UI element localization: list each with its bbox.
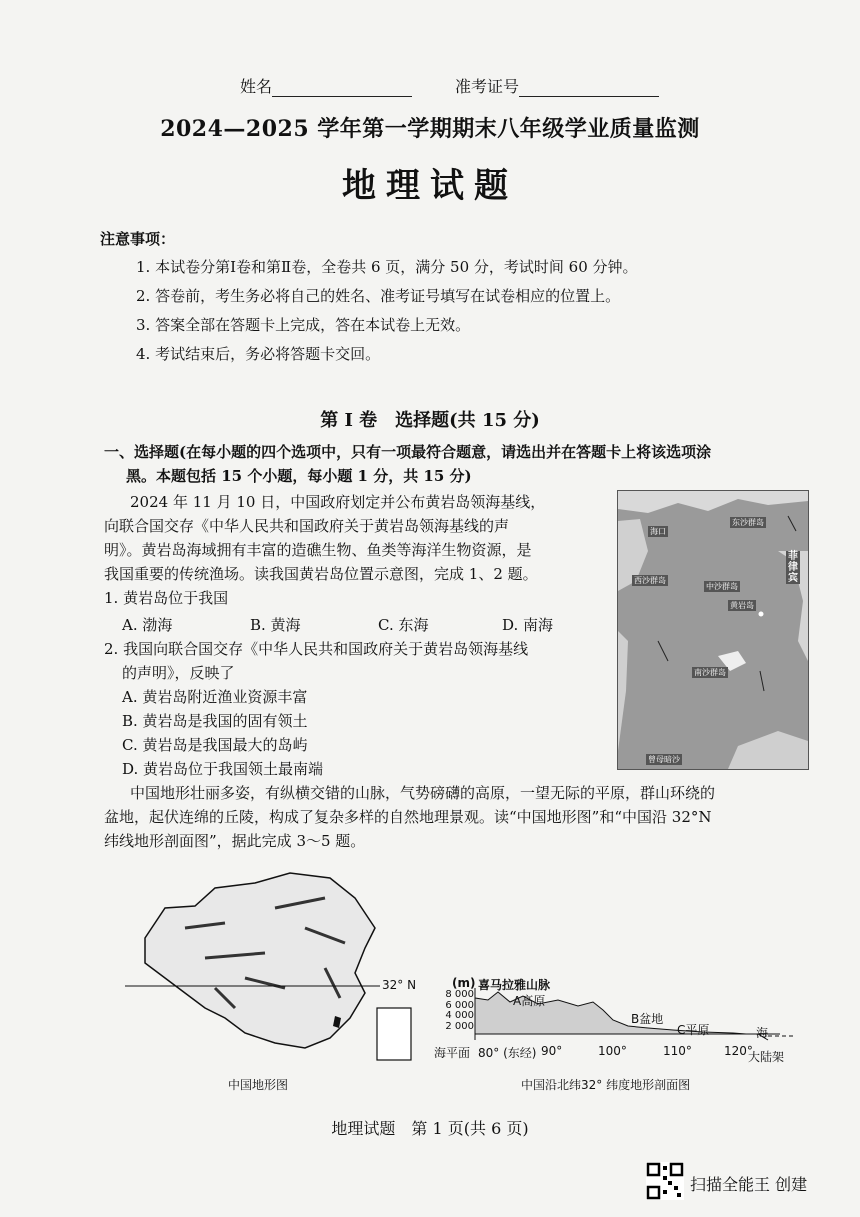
passage-line: 明》。黄岩岛海域拥有丰富的造礁生物、鱼类等海洋生物资源，是	[104, 541, 532, 559]
question-1-stem: 1. 黄岩岛位于我国	[104, 589, 229, 607]
passage-line: 盆地，起伏连绵的丘陵，构成了复杂多样的自然地理景观。读“中国地形图”和“中国沿 32°N	[104, 808, 712, 826]
passage-line: 纬线地形剖面图”，据此完成 3～5 题。	[104, 832, 366, 850]
y-tick-labels	[442, 990, 474, 1032]
scanner-brand: 扫描全能王 创建	[690, 1175, 808, 1194]
passage-line: 中国地形壮丽多姿，有纵横交错的山脉，气势磅礴的高原，一望无际的平原，群山环绕的	[130, 784, 716, 802]
china-outline	[145, 873, 375, 1048]
q2-option-b: B. 黄岩岛是我国的固有领土	[122, 712, 308, 730]
qr-code-icon	[646, 1162, 684, 1200]
q1-option-d: D. 南海	[502, 616, 554, 634]
label-xisha: 西沙群岛	[634, 576, 666, 585]
label-himalaya: 喜马拉雅山脉	[478, 978, 551, 992]
south-china-sea-inset	[377, 1008, 411, 1060]
x-tick: 120°	[724, 1044, 753, 1058]
x-tick: 100°	[598, 1044, 627, 1058]
name-label: 姓名	[240, 77, 273, 96]
x-tick: 90°	[541, 1044, 563, 1058]
label-sea-level: 海平面	[434, 1046, 471, 1060]
name-field	[240, 74, 412, 97]
label-huangyan: 黄岩岛	[730, 601, 754, 610]
q1-option-c: C. 东海	[378, 616, 429, 634]
huangyan-island-map	[617, 490, 809, 770]
q1-option-b: B. 黄海	[250, 616, 301, 634]
page-footer: 地理试题 第 1 页(共 6 页)	[331, 1119, 529, 1138]
section-title: 第 I 卷 选择题(共 15 分)	[320, 410, 540, 431]
q1-option-a: A. 渤海	[122, 616, 173, 634]
note-item: 4. 考试结束后，务必将答题卡交回。	[136, 345, 381, 363]
y-tick: 4 000	[445, 1010, 474, 1021]
q2-option-c: C. 黄岩岛是我国最大的岛屿	[122, 736, 308, 754]
note-item: 1. 本试卷分第Ⅰ卷和第Ⅱ卷，全卷共 6 页，满分 50 分，考试时间 60 分钟。	[136, 258, 638, 276]
notes-heading: 注意事项：	[100, 230, 176, 248]
question-2-stem: 2. 我国向联合国交存《中华人民共和国政府关于黄岩岛领海基线	[104, 640, 529, 658]
x-tick: 80° (东经)	[478, 1046, 537, 1060]
y-tick: 2 000	[445, 1020, 474, 1032]
china-terrain-map	[125, 868, 425, 1068]
passage-line: 我国重要的传统渔场。读我国黄岩岛位置示意图，完成 1、2 题。	[104, 565, 538, 583]
question-2-stem-cont: 的声明》，反映了	[122, 664, 235, 682]
instruction-line: 黑。本题包括 15 个小题，每小题 1 分，共 15 分)	[126, 467, 472, 485]
id-blank	[519, 82, 659, 97]
q2-option-d: D. 黄岩岛位于我国领土最南端	[122, 760, 324, 778]
subject-title: 地理试题	[342, 166, 518, 206]
exam-title: 2024—2025 学年第一学期期末八年级学业质量监测	[160, 116, 700, 142]
y-tick: 8 000	[445, 989, 474, 1000]
china-map-caption: 中国地形图	[228, 1078, 289, 1092]
profile-caption: 中国沿北纬32° 纬度地形剖面图	[521, 1078, 691, 1092]
name-blank	[272, 82, 412, 97]
note-item: 3. 答案全部在答题卡上完成，答在本试卷上无效。	[136, 316, 471, 334]
passage-line: 向联合国交存《中华人民共和国政府关于黄岩岛领海基线的声	[104, 517, 510, 535]
x-tick: 110°	[663, 1044, 692, 1058]
q2-option-a: A. 黄岩岛附近渔业资源丰富	[122, 688, 308, 706]
note-item: 2. 答卷前，考生务必将自己的姓名、准考证号填写在试卷相应的位置上。	[136, 287, 621, 305]
y-tick: 6 000	[445, 999, 474, 1011]
passage-line: 2024 年 11 月 10 日，中国政府划定并公布黄岩岛领海基线，	[130, 493, 546, 511]
map-land-shapes	[618, 491, 808, 769]
label-zhongsha: 中沙群岛	[706, 582, 738, 591]
label-dongsha: 东沙群岛	[732, 518, 764, 527]
id-field	[455, 74, 659, 97]
label-zengmu: 曾母暗沙	[648, 755, 680, 764]
id-label: 准考证号	[455, 77, 520, 96]
label-haikou: 海口	[650, 527, 666, 536]
label-plain-c: C平原	[677, 1023, 710, 1037]
label-nansha: 南沙群岛	[694, 668, 726, 677]
label-philippines: 菲律宾	[788, 551, 798, 584]
label-plateau-a: A高原	[513, 994, 546, 1008]
label-continental-shelf: 大陆架	[748, 1050, 785, 1064]
label-basin-b: B盆地	[631, 1012, 664, 1026]
instruction-line: 一、选择题(在每小题的四个选项中，只有一项最符合题意，请选出并在答题卡上将该选项涂	[104, 443, 712, 461]
profile-unit: (m)	[452, 976, 476, 990]
lat-label: 32° N	[382, 978, 417, 992]
label-sea: 海	[756, 1026, 769, 1040]
